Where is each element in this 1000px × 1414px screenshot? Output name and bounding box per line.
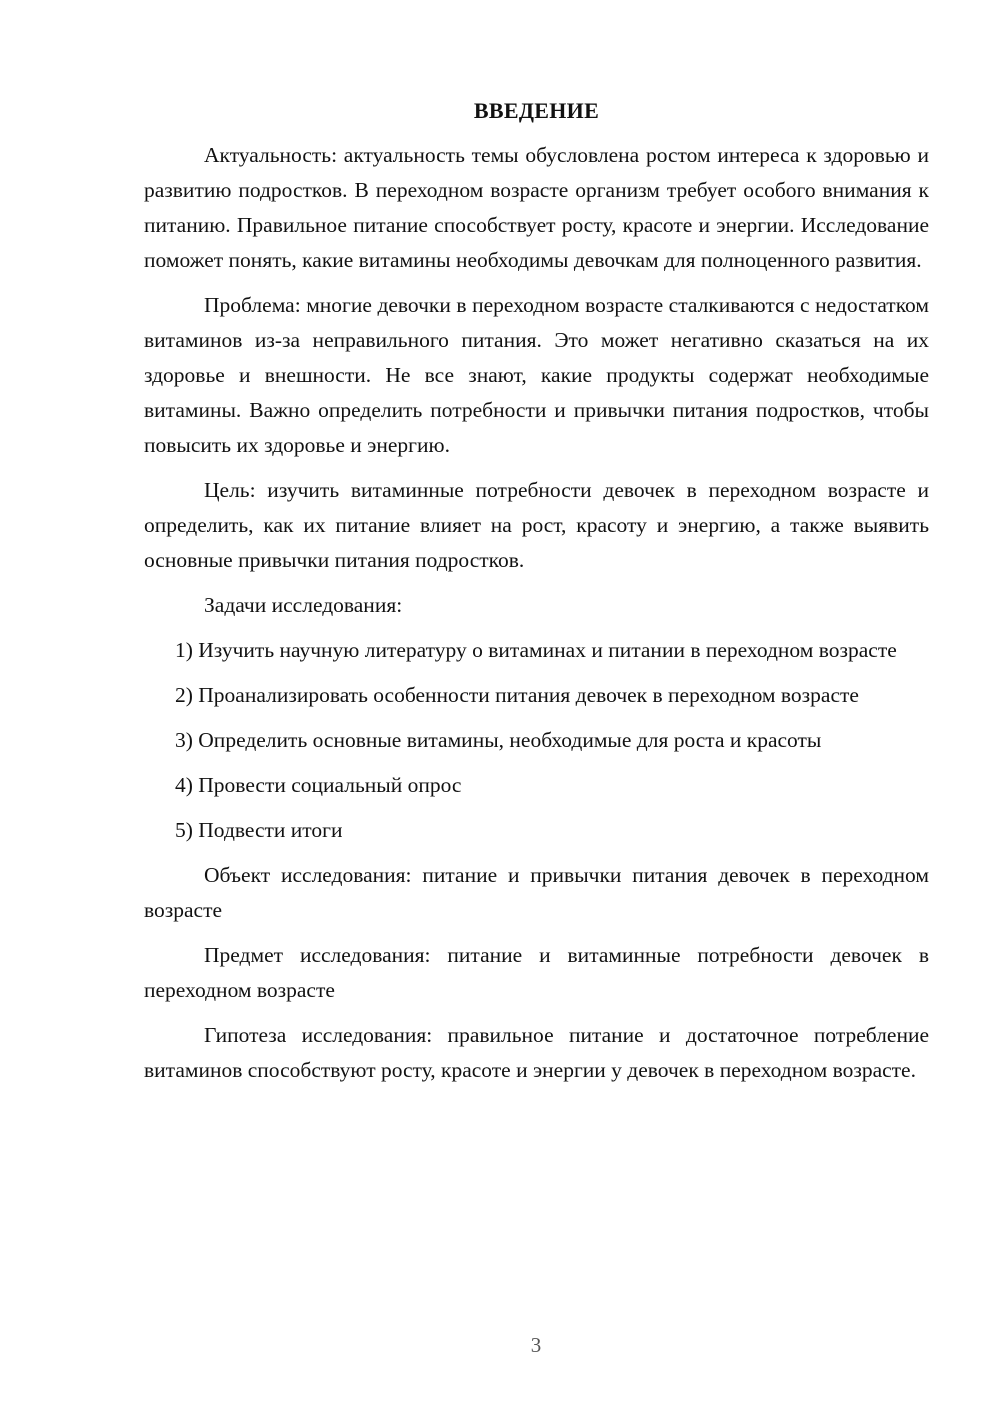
paragraph-subject: Предмет исследования: питание и витаминные потребности девочек в переходном возрасте	[144, 943, 929, 1002]
task-item-4: 4) Провести социальный опрос	[175, 773, 462, 797]
paragraph-goal: Цель: изучить витаминные потребности девочек в переходном возрасте и определить, как их питание влияет на рост, красоту и энергию, а также выявить основные привычки питания подростков.	[144, 478, 929, 572]
paragraph-object: Объект исследования: питание и привычки питания девочек в переходном возрасте	[144, 863, 929, 922]
task-item-1: 1) Изучить научную литературу о витаминах и питании в переходном возрасте	[175, 638, 897, 662]
tasks-heading: Задачи исследования:	[204, 593, 403, 617]
task-item-3: 3) Определить основные витамины, необходимые для роста и красоты	[175, 728, 822, 752]
paragraph-hypothesis: Гипотеза исследования: правильное питание и достаточное потребление витаминов способствуют росту, красоте и энергии у девочек в переходном возрасте.	[144, 1023, 929, 1082]
page-content	[144, 98, 929, 1098]
paragraph-problem: Проблема: многие девочки в переходном возрасте сталкиваются с недостатком витаминов из-за неправильного питания. Это может негативно сказаться на их здоровье и внешности. Не все знают, какие продукты содержат необходимые витамины. Важно определить потребности и привычки питания подростков, чтобы повысить их здоровье и энергию.	[144, 293, 929, 457]
task-item-2: 2) Проанализировать особенности питания девочек в переходном возрасте	[175, 683, 859, 707]
page-title: ВВЕДЕНИЕ	[473, 98, 600, 123]
task-item-5: 5) Подвести итоги	[175, 818, 343, 842]
page-number: 3	[530, 1333, 542, 1357]
paragraph-relevance: Актуальность: актуальность темы обусловлена ростом интереса к здоровью и развитию подростков. В переходном возрасте организм требует особого внимания к питанию. Правильное питание способствует росту, красоте и энергии. Исследование поможет понять, какие витамины необходимы девочкам для полноценного развития.	[144, 143, 929, 272]
